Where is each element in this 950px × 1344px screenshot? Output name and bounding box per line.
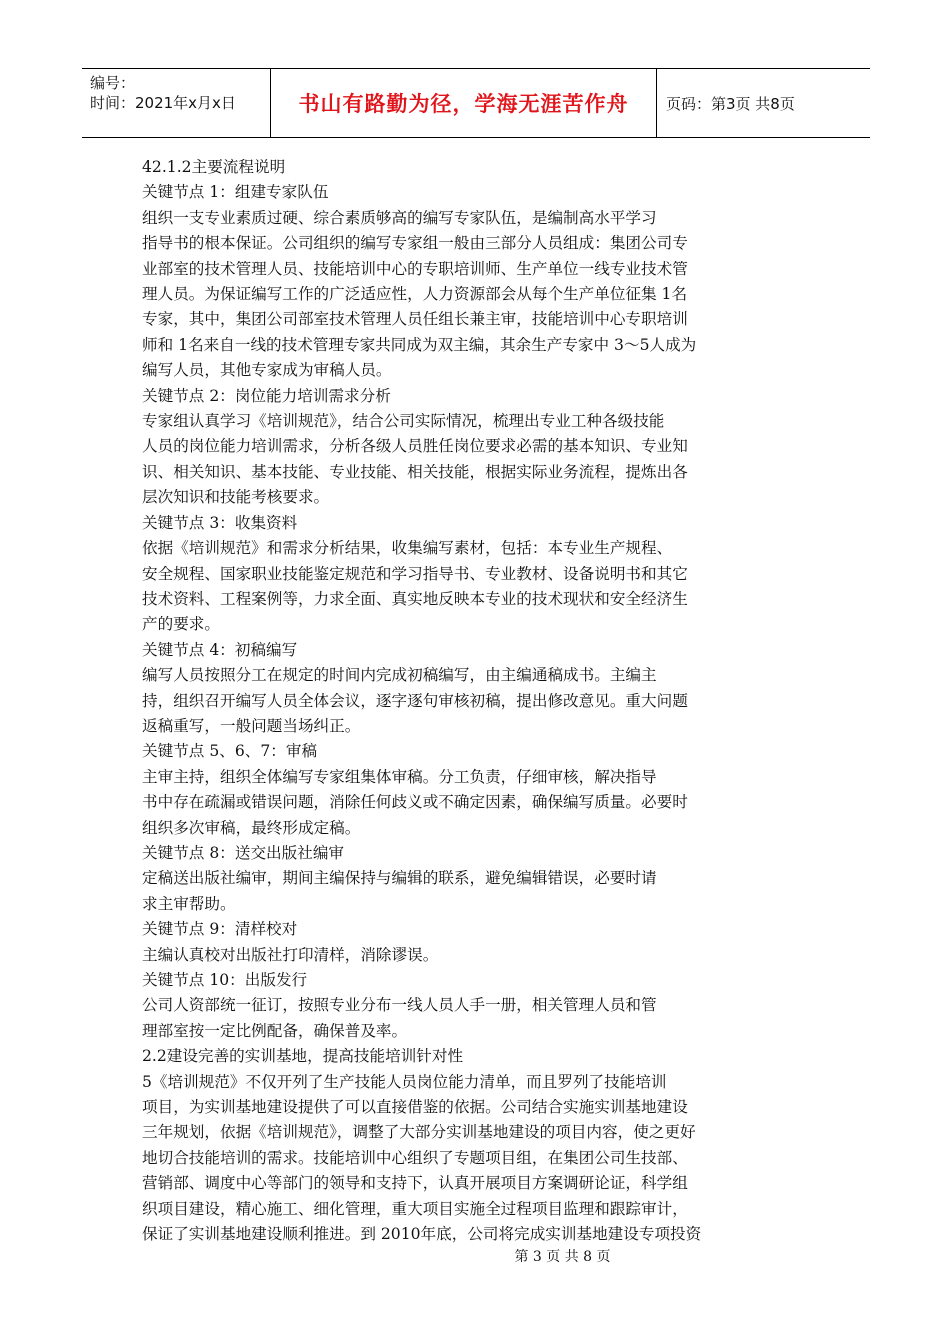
- header-page-cell: [656, 69, 870, 137]
- text-line: 编写人员按照分工在规定的时间内完成初稿编写，由主编通稿成书。主编主: [142, 666, 657, 685]
- header-page-number: 页码：第3页 共8页: [666, 94, 795, 113]
- text-line: 持，组织召开编写人员全体会议，逐字逐句审核初稿，提出修改意见。重大问题: [142, 691, 688, 710]
- text-line: 书中存在疏漏或错误问题，消除任何歧义或不确定因素，确保编写质量。必要时: [142, 793, 688, 812]
- text-line: 专家，其中，集团公司部室技术管理人员任组长兼主审，技能培训中心专职培训: [142, 310, 688, 329]
- page-footer: [0, 1246, 950, 1266]
- footer-page-number: 第 3 页 共 8 页: [514, 1249, 611, 1265]
- text-line: 织项目建设，精心施工、细化管理，重大项目实施全过程项目监理和跟踪审计，: [142, 1199, 688, 1218]
- header-meta: [82, 69, 270, 137]
- document-body: [142, 155, 762, 1247]
- text-line: 地切合技能培训的需求。技能培训中心组织了专题项目组，在集团公司生技部、: [142, 1148, 688, 1167]
- text-line: 产的要求。: [142, 615, 220, 634]
- text-line: 关键节点 8：送交出版社编审: [142, 843, 345, 862]
- text-line: 保证了实训基地建设顺利推进。到 2010年底，公司将完成实训基地建设专项投资: [142, 1225, 702, 1244]
- text-line: 专家组认真学习《培训规范》，结合公司实际情况，梳理出专业工种各级技能: [142, 412, 665, 431]
- page-header: [82, 68, 870, 138]
- text-line: 业部室的技术管理人员、技能培训中心的专职培训师、生产单位一线专业技术管: [142, 259, 688, 278]
- header-motto: 书山有路勤为径，学海无涯苦作舟: [298, 92, 629, 116]
- header-motto-cell: [270, 69, 657, 137]
- text-line: 关键节点 2：岗位能力培训需求分析: [142, 386, 391, 405]
- text-line: 2.2建设完善的实训基地，提高技能培训针对性: [142, 1047, 464, 1066]
- text-line: 主编认真校对出版社打印清样，消除谬误。: [142, 945, 439, 964]
- document-date: 时间：2021年x月x日: [90, 94, 236, 112]
- text-line: 求主审帮助。: [142, 894, 236, 913]
- text-line: 返稿重写，一般问题当场纠正。: [142, 716, 361, 735]
- text-line: 5《培训规范》不仅开列了生产技能人员岗位能力清单，而且罗列了技能培训: [142, 1072, 667, 1091]
- text-line: 师和 1名来自一线的技术管理专家共同成为双主编，其余生产专家中 3～5人成为: [142, 335, 697, 354]
- text-line: 指导书的根本保证。公司组织的编写专家组一般由三部分人员组成：集团公司专: [142, 234, 688, 253]
- text-line: 组织一支专业素质过硬、综合素质够高的编写专家队伍，是编制高水平学习: [142, 208, 657, 227]
- text-line: 层次知识和技能考核要求。: [142, 488, 330, 507]
- text-line: 关键节点 3：收集资料: [142, 513, 298, 532]
- text-line: 42.1.2主要流程说明: [142, 158, 286, 176]
- text-line: 主审主持，组织全体编写专家组集体审稿。分工负责，仔细审核，解决指导: [142, 767, 657, 786]
- text-line: 人员的岗位能力培训需求，分析各级人员胜任岗位要求必需的基本知识、专业知: [142, 437, 688, 456]
- text-line: 营销部、调度中心等部门的领导和支持下，认真开展项目方案调研论证，科学组: [142, 1174, 688, 1193]
- text-line: 安全规程、国家职业技能鉴定规范和学习指导书、专业教材、设备说明书和其它: [142, 564, 688, 583]
- text-line: 关键节点 9：清样校对: [142, 920, 298, 939]
- text-line: 关键节点 5、6、7：审稿: [142, 742, 318, 761]
- text-line: 关键节点 4：初稿编写: [142, 640, 298, 659]
- text-line: 组织多次审稿，最终形成定稿。: [142, 818, 361, 837]
- text-line: 理人员。为保证编写工作的广泛适应性，人力资源部会从每个生产单位征集 1名: [142, 285, 688, 304]
- text-line: 定稿送出版社编审，期间主编保持与编辑的联系，避免编辑错误，必要时请: [142, 869, 657, 888]
- text-line: 项目，为实训基地建设提供了可以直接借鉴的依据。公司结合实施实训基地建设: [142, 1098, 688, 1117]
- text-line: 编写人员，其他专家成为审稿人员。: [142, 361, 392, 380]
- text-line: 理部室按一定比例配备，确保普及率。: [142, 1021, 408, 1040]
- text-line: 关键节点 10：出版发行: [142, 971, 308, 989]
- text-line: 关键节点 1：组建专家队伍: [142, 183, 329, 202]
- text-line: 识、相关知识、基本技能、专业技能、相关技能，根据实际业务流程，提炼出各: [142, 462, 688, 481]
- text-line: 技术资料、工程案例等，力求全面、真实地反映本专业的技术现状和安全经济生: [142, 589, 688, 608]
- text-line: 依据《培训规范》和需求分析结果，收集编写素材，包括：本专业生产规程、: [142, 539, 673, 558]
- text-line: 公司人资部统一征订，按照专业分布一线人员人手一册，相关管理人员和管: [142, 996, 657, 1015]
- document-number: 编号：: [90, 74, 136, 92]
- text-line: 三年规划，依据《培训规范》，调整了大部分实训基地建设的项目内容，使之更好: [142, 1123, 696, 1142]
